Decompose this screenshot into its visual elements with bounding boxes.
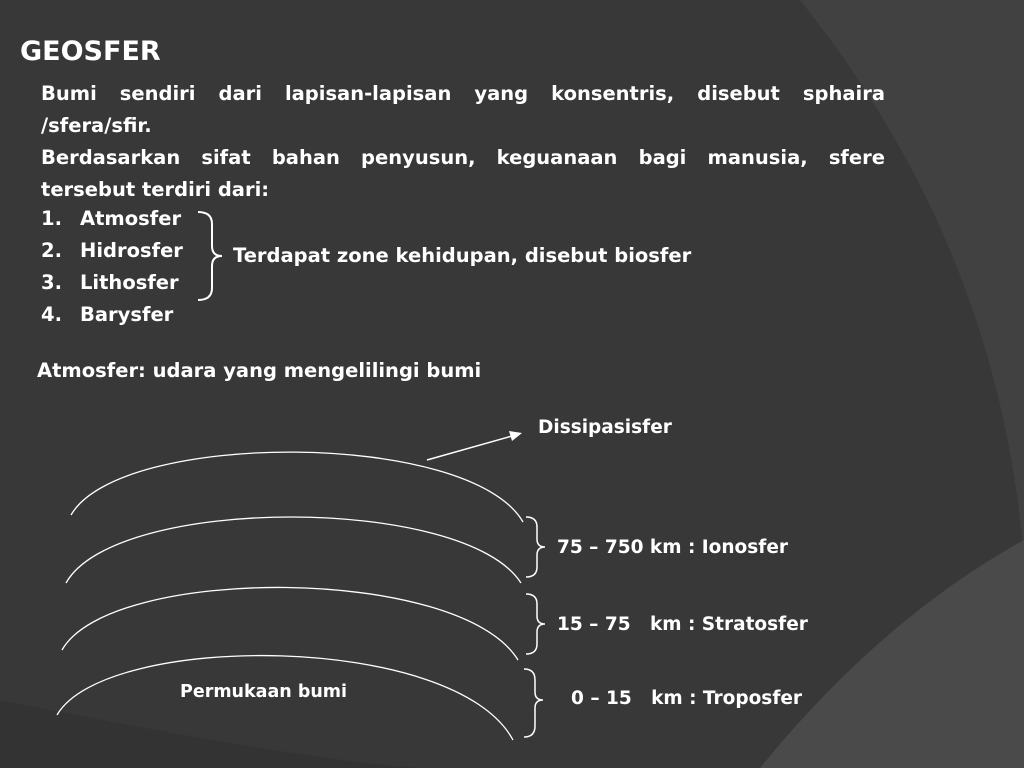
- slide-title: GEOSFER: [20, 36, 161, 67]
- ionosfer-brace: [526, 517, 545, 577]
- list-label: Lithosfer: [80, 271, 179, 294]
- stratosfer-arc: [62, 587, 518, 660]
- arrow-head: [509, 431, 522, 441]
- dissipasisfer-arc: [71, 452, 523, 522]
- stratosfer-label: 15 – 75 km : Stratosfer: [557, 614, 808, 635]
- list-label: Atmosfer: [80, 207, 182, 230]
- dissipasisfer-arrow: [427, 436, 512, 460]
- atmosphere-definition: Atmosfer: udara yang mengelilingi bumi: [37, 359, 482, 382]
- troposfer-label: 0 – 15 km : Troposfer: [571, 688, 803, 709]
- ionosfer-arc: [66, 517, 521, 583]
- list-label: Hidrosfer: [80, 239, 183, 262]
- list-brace: [198, 212, 222, 300]
- intro-paragraph: Bumi sendiri dari lapisan-lapisan yang konsentris, disebut sphaira /sfera/sfir.: [41, 82, 885, 137]
- list-number: 2.: [41, 239, 62, 262]
- ionosfer-label: 75 – 750 km : Ionosfer: [557, 537, 788, 558]
- troposfer-brace: [524, 669, 543, 737]
- list-label: Barysfer: [80, 303, 174, 326]
- biosphere-note: Terdapat zone kehidupan, disebut biosfer: [233, 244, 692, 267]
- earth-surface-label: Permukaan bumi: [180, 682, 348, 702]
- list-number: 3.: [41, 271, 62, 294]
- list-number: 4.: [41, 303, 62, 326]
- list-number: 1.: [41, 207, 62, 230]
- composition-paragraph: Berdasarkan sifat bahan penyusun, keguanaan bagi manusia, sfere tersebut terdiri dari:: [41, 146, 885, 201]
- stratosfer-brace: [526, 594, 545, 654]
- dissipasisfer-label: Dissipasisfer: [538, 417, 672, 438]
